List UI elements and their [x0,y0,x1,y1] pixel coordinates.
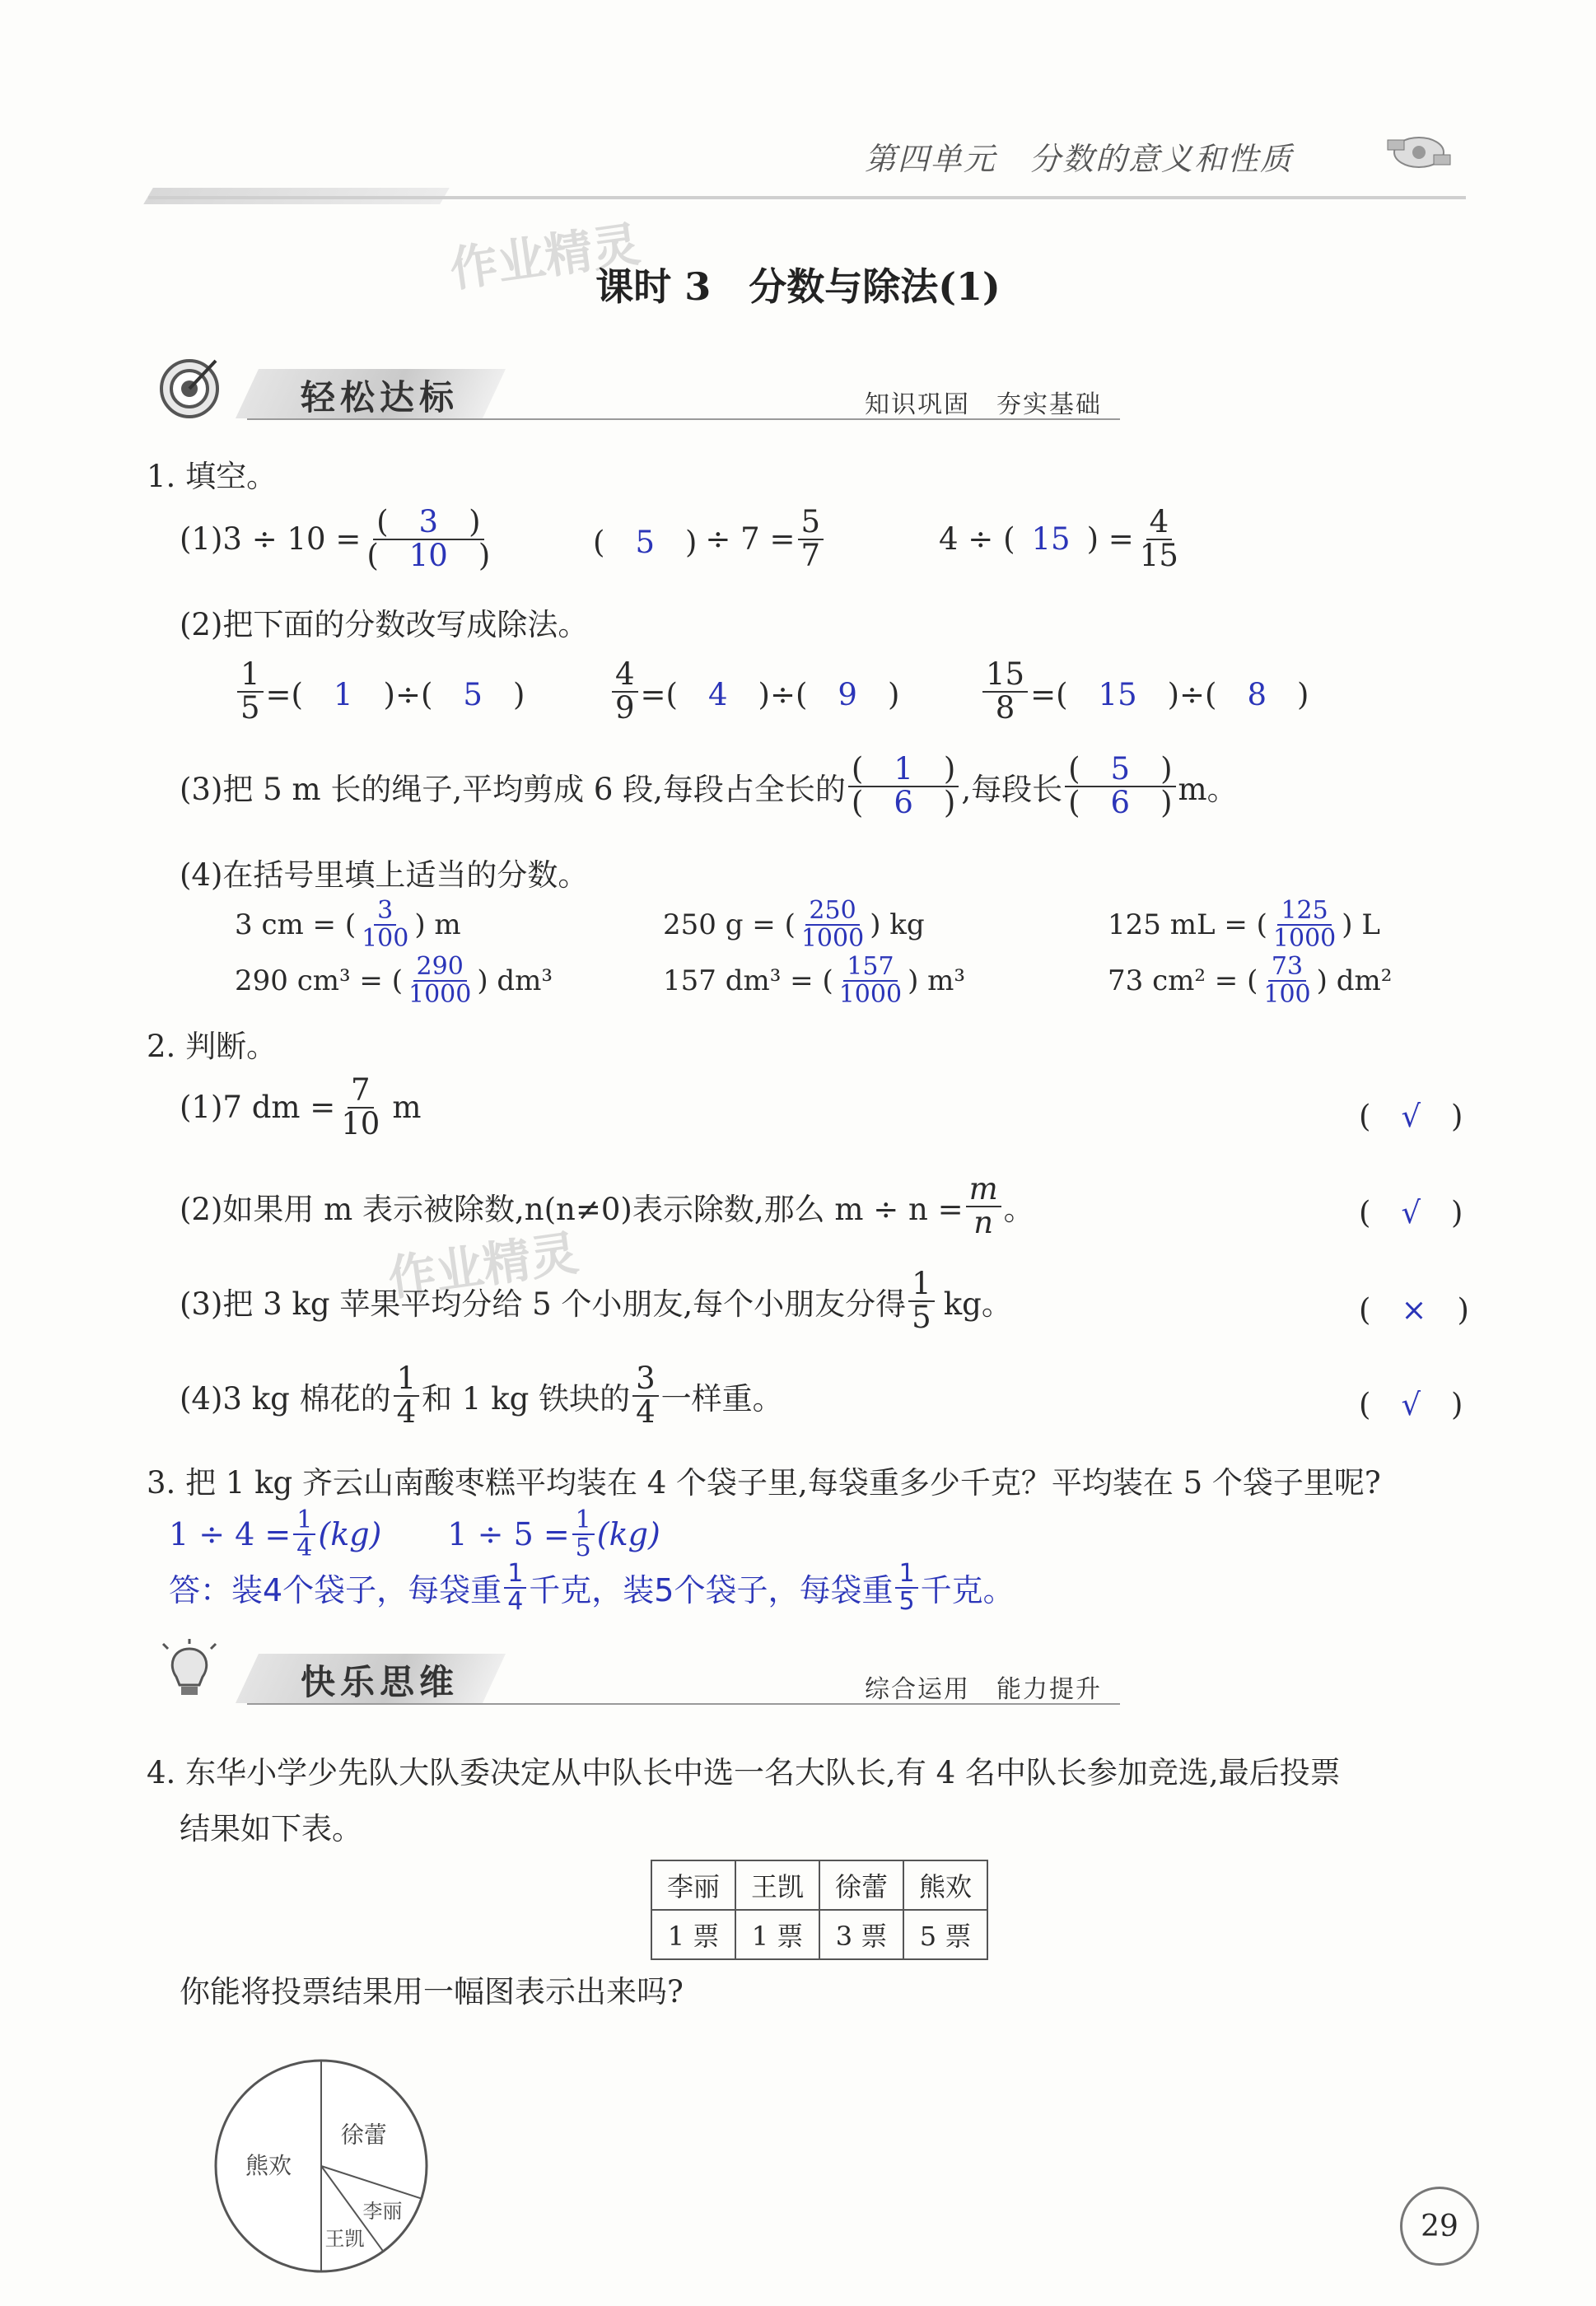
q1-part4-grid [235,898,1470,1021]
q1-p1-b-text: ÷ 7 = [705,521,796,558]
table-cell: 徐蕾 [819,1860,903,1910]
conversion-item: 250 g = ( $\frac{250}{1000}$ ) kg [663,896,925,953]
watermark: 作业精灵 [446,216,644,298]
table-cell: 李丽 [651,1860,735,1910]
section-header-thinking [49,1639,1120,1705]
q1-part3: (3)把 5 m 长的绳子,平均剪成 6 段,每段占全长的 $\frac{( 1 )}{( 6 )}$ ,每段长 $\frac{( 5 )}{( 6 )}$ m。 [180,751,1238,820]
table-row [651,1910,987,1959]
answer: 1 [333,676,353,712]
page-number: 29 [1400,2187,1479,2266]
section-header-easy [49,354,1120,420]
q3-equations: 1 ÷ 4 = $\frac{1}{4}$ (kg) 1 ÷ 5 = $\frac{1}{5}$ (kg) [169,1505,660,1562]
conversion-item: 73 cm² = ( $\frac{73}{100}$ ) dm² [1108,952,1393,1009]
q1-part4-heading: (4)在括号里填上适当的分数。 [180,857,589,893]
judge-item-3: (3)把 3 kg 苹果平均分给 5 个小朋友,每个小朋友分得 $\frac{1}{5}$ kg。 [180,1266,1012,1335]
q1-part1-a [180,506,496,572]
judge-mark-1: ( √ ) [1359,1099,1463,1134]
votes-table [651,1860,988,1960]
judge-item-2: (2)如果用 m 表示被除数,n(n≠0)表示除数,那么 m ÷ n = $\frac{m}{n}$ 。 [180,1171,1034,1240]
vote-pie-chart [198,2042,445,2290]
lightbulb-icon [156,1639,222,1705]
conversion-item: 125 mL = ( $\frac{125}{1000}$ ) L [1108,896,1380,953]
lesson-title: 课时 3 分数与除法(1) [595,264,1001,309]
table-cell: 1 票 [735,1910,819,1959]
q3-question: 3. 把 1 kg 齐云山南酸枣糕平均装在 4 个袋子里,每袋重多少千克？平均装在 5 个袋子里呢? [147,1465,1381,1501]
q1-p1-c-rest: ) = [1086,521,1134,558]
answer: 8 [1247,676,1267,712]
q1-part2-item-3: $\frac{15}{8}$ =( 15 )÷( 8 ) [980,659,1309,725]
table-cell: 3 票 [819,1910,903,1959]
answer: 5 [463,676,483,712]
section-subtitle: 知识巩固 夯实基础 [865,390,1102,419]
answer: 15 [1031,521,1071,558]
section-label: 快乐思维 [301,1662,460,1702]
q1-part2-item-2: $\frac{4}{9}$ =( 4 )÷( 9 ) [609,659,899,725]
judge-mark-3: ( × ) [1359,1292,1469,1328]
conversion-item: 157 dm³ = ( $\frac{157}{1000}$ ) m³ [663,952,966,1009]
judge-item-1: (1)7 dm = $\frac{7}{10}$ m [180,1072,422,1141]
q1-p3-text: ,每段长 [961,771,1063,807]
q1-part2-item-1: $\frac{1}{5}$ =( 1 )÷( 5 ) [235,659,525,725]
answer: 4 [707,676,728,712]
judge-mark-4: ( √ ) [1359,1387,1463,1422]
q1-p1-label: (1)3 ÷ 10 = [180,521,362,558]
section-subtitle: 综合运用 能力提升 [865,1675,1102,1704]
q4-question: 你能将投票结果用一幅图表示出来吗? [180,1974,684,2010]
table-cell: 5 票 [903,1910,987,1959]
q1-part1-c [939,506,1184,572]
answer: 9 [838,676,857,712]
answer: 3 [418,504,439,539]
answer: 5 [635,524,655,560]
section-label: 轻松达标 [301,377,460,418]
q1-part1-b: ( 5 ) ÷ 7 = $\frac{5}{7}$ [593,506,826,572]
judge-mark-2: ( √ ) [1359,1195,1463,1230]
q1-p1-c-pre: 4 ÷ ( [939,521,1015,558]
running-title: 第四单元 分数的意义和性质 [865,141,1294,177]
fraction: $\frac{4}{15}$ [1139,504,1178,573]
q1-part2-heading: (2)把下面的分数改写成除法。 [180,607,589,642]
q2-heading: 2. 判断。 [147,1029,278,1064]
table-cell: 1 票 [651,1910,735,1959]
pie-slice-label: 李丽 [362,2200,403,2224]
answer: 15 [1098,676,1137,712]
pie-slice-label: 徐蕾 [340,2121,387,2149]
pie-slice-label: 熊欢 [245,2152,292,2179]
watermark: 作业精灵 [385,1225,582,1307]
q1-p3-text: (3)把 5 m 长的绳子,平均剪成 6 段,每段占全长的 [180,771,846,807]
q1-p3-text: m。 [1178,771,1238,807]
q1-heading: 1. 填空。 [147,459,278,494]
q4-line1: 4. 东华小学少先队大队委决定从中队长中选一名大队长,有 4 名中队长参加竞选,最后投票 [147,1755,1341,1790]
satellite-icon [1379,115,1458,189]
fraction: $\frac{5}{7}$ [798,506,824,572]
table-row [651,1860,987,1910]
answer: 10 [408,537,448,573]
table-cell: 熊欢 [903,1860,987,1910]
answer-fraction: $\frac{( 3 )}{( 10 )}$ [366,504,491,573]
pie-slice-label: 王凯 [324,2227,365,2251]
conversion-item: 290 cm³ = ( $\frac{290}{1000}$ ) dm³ [235,952,553,1009]
table-cell: 王凯 [735,1860,819,1910]
judge-item-4: (4)3 kg 棉花的 $\frac{1}{4}$ 和 1 kg 铁块的 $\frac{3}{4}$ 一样重。 [180,1361,783,1430]
q3-answer: 答：装4个袋子，每袋重 $\frac{1}{4}$ 千克，装5个袋子，每袋重 $\frac{1}{5}$ 千克。 [169,1559,1015,1616]
q4-line2: 结果如下表。 [180,1811,362,1846]
conversion-item: 3 cm = ( $\frac{3}{100}$ ) m [235,896,461,953]
header-rule [148,196,1466,199]
target-icon [156,354,222,420]
